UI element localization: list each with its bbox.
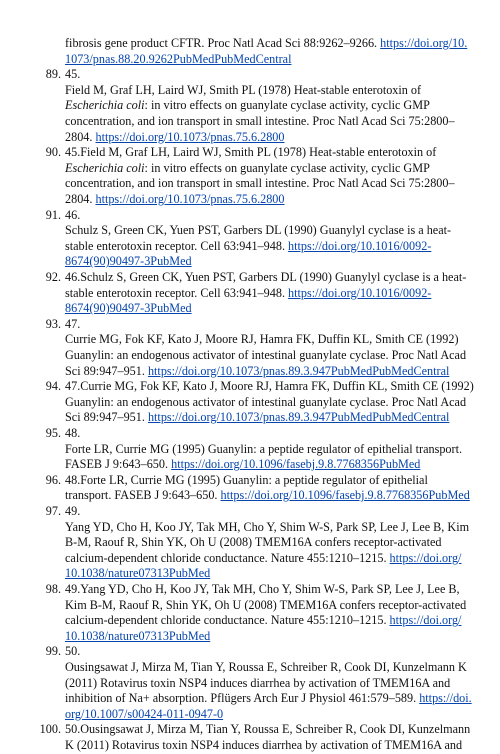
citation-text: Guanylin: an endogenous activator of intestinal guanylate cyclase. Proc Natl Acad xyxy=(65,347,467,362)
reference-number: 92. xyxy=(45,270,61,284)
reference-line xyxy=(65,473,465,489)
doi-link[interactable]: https://doi.org/ xyxy=(389,550,462,565)
citation-text: Ousingsawat J, Mirza M, Tian Y, Roussa E, Schreiber R, Cook DI, Kunzelmann K xyxy=(65,659,467,674)
reference-line xyxy=(65,192,465,208)
citation-text: Sci 89:947–951. xyxy=(65,410,148,425)
reference-text xyxy=(65,208,465,270)
citation-text: 45.Field M, Graf LH, Laird WJ, Smith PL (1978) Heat-stable enterotoxin of xyxy=(65,145,437,160)
doi-link[interactable]: https://doi.org/10.1096/fasebj.9.8.7768356PubMed xyxy=(171,457,421,472)
citation-text: 2804. xyxy=(65,129,96,144)
reference-number: 90. xyxy=(45,145,61,160)
reference-line xyxy=(65,270,465,286)
reference-line xyxy=(65,691,472,707)
doi-link[interactable]: https://doi.org/10.1073/pnas.75.6.2800 xyxy=(95,129,285,144)
reference-text xyxy=(65,722,471,753)
reference-text xyxy=(65,317,465,379)
reference-line xyxy=(65,161,465,177)
reference-line xyxy=(65,176,465,192)
doi-link[interactable]: 8674(90)90497-3PubMed xyxy=(65,254,192,269)
citation-text: stable enterotoxin receptor. Cell 63:941–948. xyxy=(65,238,289,253)
citation-text: 50. xyxy=(65,644,81,659)
citation-text: transport. FASEB J 9:643–650. xyxy=(65,488,221,503)
reference-line xyxy=(65,223,465,239)
citation-text: Guanylin: an endogenous activator of intestinal guanylate cyclase. Proc Natl Acad xyxy=(65,394,467,409)
reference-line xyxy=(65,410,465,426)
reference-line xyxy=(65,130,465,146)
reference-line xyxy=(65,504,465,520)
reference-line xyxy=(65,629,465,645)
doi-link[interactable]: https://doi.org/10.1016/0092- xyxy=(288,238,432,253)
reference-number: 96. xyxy=(45,472,61,487)
reference-line xyxy=(65,566,465,582)
reference-line xyxy=(65,36,468,52)
citation-text: fibrosis gene product CFTR. Proc Natl Acad Sci 88:9262–9266. xyxy=(65,36,381,50)
reference-line xyxy=(65,442,465,458)
reference-line xyxy=(65,644,465,660)
doi-link[interactable]: https://doi.org/ xyxy=(389,613,462,628)
citation-text: K (2011) Rotavirus toxin NSP4 induces diarrhea by activation of TMEM16A and xyxy=(65,737,463,752)
reference-line xyxy=(65,239,465,255)
citation-text: FASEB J 9:643–650. xyxy=(65,457,172,472)
citation-text: Kim B-M, Raouf R, Shin YK, Oh U (2008) TMEM16A confers receptor-activated xyxy=(65,597,467,612)
citation-text: 50.Ousingsawat J, Mirza M, Tian Y, Roussa E, Schreiber R, Cook DI, Kunzelmann xyxy=(65,722,471,737)
reference-number: 100. xyxy=(39,722,61,737)
reference-number: 95. xyxy=(45,426,61,440)
doi-link[interactable]: org/10.1007/s00424-011-0947-0 xyxy=(65,706,224,721)
reference-line xyxy=(65,535,465,551)
doi-link[interactable]: https://doi.org/10.1073/pnas.89.3.947PubMedPubMedCentral xyxy=(147,410,450,425)
reference-line xyxy=(65,301,465,317)
reference-line xyxy=(65,364,465,380)
reference-line xyxy=(65,83,465,99)
doi-link[interactable]: 8674(90)90497-3PubMed xyxy=(65,301,192,316)
reference-line xyxy=(65,395,465,411)
reference-text xyxy=(65,67,465,145)
citation-text: concentration, and ion transport in small intestine. Proc Natl Acad Sci 75:2800– xyxy=(65,113,455,128)
reference-text xyxy=(65,582,465,644)
reference-line xyxy=(65,738,465,754)
citation-text: : in vitro effects on guanylate cyclase activity, cyclic GMP xyxy=(144,160,430,175)
reference-text xyxy=(65,145,465,207)
reference-text xyxy=(65,270,465,317)
reference-line xyxy=(65,208,465,224)
reference-line xyxy=(65,379,474,395)
continued-reference xyxy=(65,36,468,67)
citation-text: (2011) Rotavirus toxin NSP4 induces diarrhea by activation of TMEM16A and xyxy=(65,675,451,690)
reference-line xyxy=(65,98,465,114)
doi-link[interactable]: https://doi.org/10.1096/fasebj.9.8.7768356PubMed xyxy=(220,488,470,503)
doi-link[interactable]: 10.1038/nature07313PubMed xyxy=(65,566,211,581)
citation-text: : in vitro effects on guanylate cyclase activity, cyclic GMP xyxy=(144,98,430,113)
reference-line xyxy=(65,488,470,504)
reference-line xyxy=(65,519,470,536)
citation-text: 47.Currie MG, Fok KF, Kato J, Moore RJ, Hamra FK, Duffin KL, Smith CE (1992) xyxy=(65,379,474,394)
doi-link[interactable]: 1073/pnas.88.20.9262PubMedPubMedCentral xyxy=(65,51,292,66)
citation-text: calcium-dependent chloride conductance. Nature 455:1210–1215. xyxy=(65,550,390,565)
citation-text: 47. xyxy=(65,316,81,331)
reference-text xyxy=(65,504,470,582)
citation-text: Sci 89:947–951. xyxy=(65,363,148,378)
reference-line xyxy=(65,254,465,270)
reference-text xyxy=(65,379,474,426)
doi-link[interactable]: https://doi.org/10. xyxy=(380,36,468,50)
reference-line xyxy=(65,332,465,348)
citation-text: B-M, Raouf R, Shin YK, Oh U (2008) TMEM16A confers receptor-activated xyxy=(65,535,442,550)
citation-text: Schulz S, Green CK, Yuen PST, Garbers DL (1990) Guanylyl cyclase is a heat- xyxy=(65,223,452,238)
citation-text: 2804. xyxy=(65,191,96,206)
doi-link[interactable]: https://doi.org/10.1073/pnas.89.3.947PubMedPubMedCentral xyxy=(147,363,450,378)
reference-line xyxy=(65,426,465,442)
reference-line xyxy=(65,707,465,723)
reference-line xyxy=(65,67,465,83)
reference-number: 97. xyxy=(45,504,61,518)
citation-text: 48.Forte LR, Currie MG (1995) Guanylin: a peptide regulator of epithelial xyxy=(65,472,428,487)
reference-line xyxy=(65,457,465,473)
reference-line xyxy=(65,613,465,629)
reference-number: 93. xyxy=(45,316,61,331)
citation-text: 49. xyxy=(65,504,81,518)
citation-text: 46. xyxy=(65,207,81,222)
reference-line xyxy=(65,582,465,598)
reference-number: 99. xyxy=(45,644,61,659)
reference-number: 94. xyxy=(45,379,61,394)
reference-line xyxy=(65,551,465,567)
doi-link[interactable]: https://doi.org/10.1016/0092- xyxy=(288,285,432,300)
citation-text: 49.Yang YD, Cho H, Koo JY, Tak MH, Cho Y, Shim W-S, Park SP, Lee J, Lee B, xyxy=(65,582,460,596)
citation-text: 46.Schulz S, Green CK, Yuen PST, Garbers DL (1990) Guanylyl cyclase is a heat- xyxy=(65,270,467,284)
reference-number: 91. xyxy=(45,207,61,222)
reference-line xyxy=(65,348,465,364)
species-name: Escherichia coli xyxy=(65,98,145,113)
reference-number: 89. xyxy=(45,67,61,82)
doi-link[interactable]: 10.1038/nature07313PubMed xyxy=(65,628,211,643)
reference-text xyxy=(65,472,470,504)
citation-text: calcium-dependent chloride conductance. Nature 455:1210–1215. xyxy=(65,613,390,628)
reference-text xyxy=(65,644,472,722)
citation-text: Currie MG, Fok KF, Kato J, Moore RJ, Hamra FK, Duffin KL, Smith CE (1992) xyxy=(65,332,459,347)
citation-text: inhibition of Na+ absorption. Pflügers Arch Eur J Physiol 461:579–589. xyxy=(65,691,420,706)
reference-line xyxy=(65,145,465,161)
citation-text: concentration, and ion transport in small intestine. Proc Natl Acad Sci 75:2800– xyxy=(65,176,455,191)
reference-line xyxy=(65,114,465,130)
citation-text: Yang YD, Cho H, Koo JY, Tak MH, Cho Y, Shim W-S, Park SP, Lee J, Lee B, Kim xyxy=(65,519,470,534)
reference-line xyxy=(65,52,465,68)
citation-text: stable enterotoxin receptor. Cell 63:941–948. xyxy=(65,285,289,300)
citation-text: Forte LR, Currie MG (1995) Guanylin: a peptide regulator of epithelial transport. xyxy=(65,441,463,456)
reference-line xyxy=(65,317,465,333)
species-name: Escherichia coli xyxy=(65,160,145,175)
reference-line xyxy=(65,676,465,692)
reference-line xyxy=(65,660,465,676)
doi-link[interactable]: https://doi.org/10.1073/pnas.75.6.2800 xyxy=(95,191,285,206)
citation-text: 48. xyxy=(65,426,81,440)
citation-text: Field M, Graf LH, Laird WJ, Smith PL (1978) Heat-stable enterotoxin of xyxy=(65,82,422,97)
doi-link[interactable]: https://doi. xyxy=(419,691,472,706)
reference-line xyxy=(65,286,465,302)
reference-text xyxy=(65,426,465,473)
citation-text: 45. xyxy=(65,67,81,82)
reference-line xyxy=(65,722,471,738)
reference-line xyxy=(65,598,465,614)
reference-number: 98. xyxy=(45,582,61,596)
